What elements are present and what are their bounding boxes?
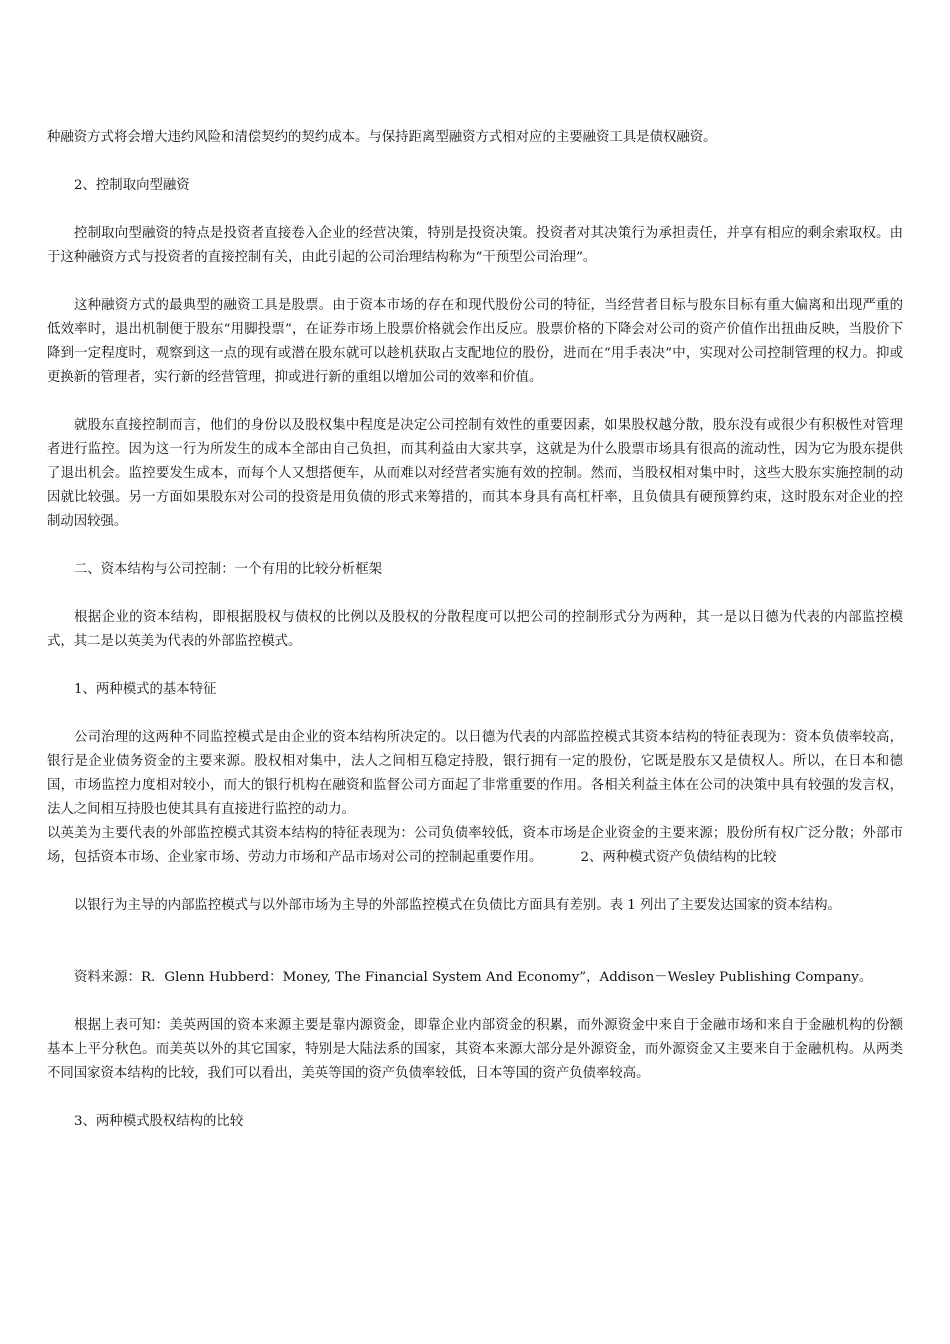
paragraph-control-oriented-definition: 控制取向型融资的特点是投资者直接卷入企业的经营决策，特别是投资决策。投资者对其决策行为承担责任，并享有相应的剩余索取权。由于这种融资方式与投资者的直接控制有关，由此引起的公司治理结构称为“干预型公司治理”。 <box>47 226 903 265</box>
paragraph-two-monitoring-modes: 根据企业的资本结构，即根据股权与债权的比例以及股权的分散程度可以把公司的控制形式分为两种，其一是以日德为代表的内部监控模式，其二是以英美为代表的外部监控模式。 <box>47 610 903 649</box>
paragraph-shareholder-control: 就股东直接控制而言，他们的身份以及股权集中程度是决定公司控制有效性的重要因素，如果股权越分散，股东没有或很少有积极性对管理者进行监控。因为这一行为所发生的成本全部由自己负担，而其利益由大家共享，这就是为什么股票市场具有很高的流动性，因为它为股东提供了退出机会。监控要发生成本，而每个人又想搭便车，从而难以对经营者实施有效的控制。然而，当股权相对集中时，这些大股东实施控制的动因就比较强。另一方面如果股东对公司的投资是用负债的形式来筹措的，而其本身具有高杠杆率，且负债具有硬预算约束，这时股东对企业的控制动因较强。 <box>47 418 903 529</box>
heading-equity-structure-comparison: 3、两种模式股权结构的比较 <box>74 1114 244 1129</box>
paragraph-external-monitoring <box>47 822 903 870</box>
paragraph-stock-instrument: 这种融资方式的最典型的融资工具是股票。由于资本市场的存在和现代股份公司的特征，当经营者目标与股东目标有重大偏离和出现严重的低效率时，退出机制便于股东“用脚投票”，在证券市场上股票价格就会作出反应。股票价格的下降会对公司的资产价值作出扭曲反映，当股价下降到一定程度时，观察到这一点的现有或潜在股东就可以趁机获取占支配地位的股份，进而在“用手表决”中，实现对公司控制管理的权力。抑或更换新的管理者，实行新的经营管理，抑或进行新的重组以增加公司的效率和价值。 <box>47 298 903 385</box>
paragraph-table-analysis: 根据上表可知：美英两国的资本来源主要是靠内源资金，即靠企业内部资金的积累，而外源资金中来自于金融市场和来自于金融机构的份额基本上平分秋色。而美英以外的其它国家，特别是大陆法系的国家，其资本来源大部分是外源资金，而外源资金又主要来自于金融机构。从两类不同国家资本结构的比较，我们可以看出，美英等国的资产负债率较低，日本等国的资产负债率较高。 <box>47 1018 903 1081</box>
external-monitoring-text: 以英美为主要代表的外部监控模式其资本结构的特征表现为：公司负债率较低，资本市场是企业资金的主要来源；股份所有权广泛分散；外部市场，包括资本市场、企业家市场、劳动力市场和产品市场对公司的控制起重要作用。 <box>47 826 903 865</box>
paragraph-debt-ratio-difference: 以银行为主导的内部监控模式与以外部市场为主导的外部监控模式在负债比方面具有差别。表 1 列出了主要发达国家的资本结构。 <box>74 898 841 913</box>
heading-debt-structure-comparison: 2、两种模式资产负债结构的比较 <box>580 850 777 865</box>
heading-capital-structure-framework: 二、资本结构与公司控制：一个有用的比较分析框架 <box>74 562 382 577</box>
document-body <box>47 126 903 1134</box>
paragraph-internal-monitoring: 公司治理的这两种不同监控模式是由企业的资本结构所决定的。以日德为代表的内部监控模式其资本结构的特征表现为：资本负债率较高，银行是企业债务资金的主要来源。股权相对集中，法人之间相互稳定持股，银行拥有一定的股份，它既是股东又是债权人。所以，在日本和德国，市场监控力度相对较小，而大的银行机构在融资和监督公司方面起了非常重要的作用。各相关利益主体在公司的决策中具有较强的发言权，法人之间相互持股也使其具有直接进行监控的动力。 <box>47 730 903 817</box>
heading-control-oriented-financing: 2、控制取向型融资 <box>74 178 190 193</box>
table-source-note: 资料来源：R．Glenn Hubberd：Money, The Financial System And Economy”，Addison－Wesley Publishing Company。 <box>74 970 873 985</box>
paragraph-debt-financing-end: 种融资方式将会增大违约风险和清偿契约的契约成本。与保持距离型融资方式相对应的主要融资工具是债权融资。 <box>47 130 717 145</box>
heading-basic-features: 1、两种模式的基本特征 <box>74 682 217 697</box>
